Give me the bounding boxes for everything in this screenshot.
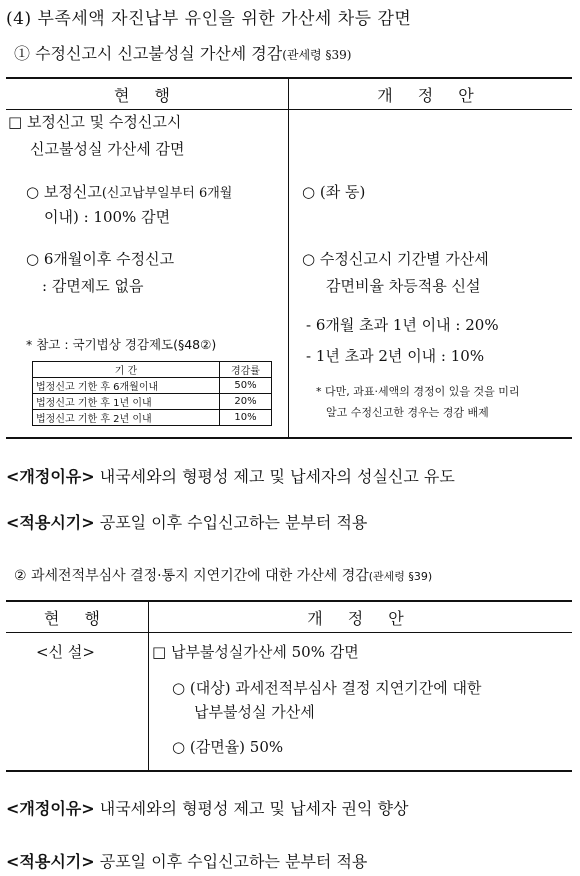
apply-1 [6, 510, 367, 533]
proposed-note-1: * 다만, 과표·세액의 경정이 있을 것을 미리 [316, 385, 520, 398]
apply-2 [6, 849, 367, 872]
mini-cell: 법정신고 기한 후 2년 이내 [33, 410, 220, 426]
reason-1-label: <개정이유> [6, 467, 95, 486]
proposed-target: ○ (대상) 과세전적부심사 결정 지연기간에 대한 [172, 679, 482, 697]
current-bullet-1-detail: (신고납부일부터 6개월 [101, 186, 233, 201]
item2-title-text: ② 과세전적부심사 결정·통지 지연기간에 대한 가산세 경감 [14, 568, 369, 584]
current-heading-1: □ 보정신고 및 수정신고시 [8, 113, 182, 131]
item2-title [14, 565, 432, 585]
mini-cell: 50% [219, 378, 271, 394]
reason-1 [6, 464, 455, 487]
table-row [33, 394, 272, 410]
proposed-target-cont: 납부불성실 가산세 [194, 703, 315, 721]
proposed-detail-2: - 1년 초과 2년 이내 : 10% [306, 347, 485, 365]
current-bullet-1-label: ○ 보정신고 [26, 183, 102, 201]
current-bullet-2-cont: : 감면제도 없음 [42, 277, 144, 295]
proposed-bullet-2-cont: 감면비율 차등적용 신설 [326, 277, 481, 295]
mini-cell: 법정신고 기한 후 1년 이내 [33, 394, 220, 410]
proposed-heading: □ 납부불성실가산세 50% 감면 [152, 643, 359, 661]
apply-1-text: 공포일 이후 수입신고하는 분부터 적용 [99, 513, 368, 532]
item1-title-text: ① 수정신고시 신고불성실 가산세 경감 [14, 44, 283, 63]
section-title: (4) 부족세액 자진납부 유인을 위한 가산세 차등 감면 [6, 9, 412, 29]
reason-2-text: 내국세와의 형평성 제고 및 납세자 권익 향상 [99, 799, 409, 818]
proposed-bullet-2: ○ 수정신고시 기간별 가산세 [302, 250, 489, 268]
table-row [33, 410, 272, 426]
apply-2-label: <적용시기> [6, 852, 95, 871]
apply-1-label: <적용시기> [6, 513, 95, 532]
comparison-table-2 [6, 600, 572, 772]
current-bullet-1-cont: 이내) : 100% 감면 [44, 208, 171, 226]
mini-header-period: 기 간 [33, 362, 220, 378]
mini-cell: 20% [219, 394, 271, 410]
current-heading-2: 신고불성실 가산세 감면 [30, 140, 185, 158]
current-bullet-2: ○ 6개월이후 수정신고 [26, 250, 175, 268]
current-new-marker: <신 설> [36, 643, 95, 661]
reference-note: * 참고 : 국기법상 경감제도(§48②) [26, 337, 217, 352]
reference-table [32, 361, 272, 426]
apply-2-text: 공포일 이후 수입신고하는 분부터 적용 [99, 852, 368, 871]
header-current: 현 행 [114, 86, 180, 105]
mini-cell: 법정신고 기한 후 6개월이내 [33, 378, 220, 394]
reason-2 [6, 796, 408, 819]
reason-2-label: <개정이유> [6, 799, 95, 818]
header-current-2: 현 행 [44, 609, 110, 628]
item1-citation: (관세령 §39) [282, 48, 352, 62]
comparison-table-1 [6, 77, 572, 439]
item1-title [14, 41, 351, 64]
proposed-detail-1: - 6개월 초과 1년 이내 : 20% [306, 316, 499, 334]
proposed-note-2: 알고 수정신고한 경우는 경감 배제 [326, 406, 489, 419]
header-proposed: 개 정 안 [377, 86, 484, 105]
item2-citation: (관세령 §39) [368, 570, 433, 583]
proposed-rate: ○ (감면율) 50% [172, 738, 284, 756]
mini-cell: 10% [219, 410, 271, 426]
reason-1-text: 내국세와의 형평성 제고 및 납세자의 성실신고 유도 [99, 467, 455, 486]
header-proposed-2: 개 정 안 [307, 609, 414, 628]
current-bullet-1 [26, 182, 232, 204]
table-row [33, 378, 272, 394]
proposed-bullet-1: ○ (좌 동) [302, 183, 366, 201]
mini-header-rate: 경감률 [219, 362, 271, 378]
